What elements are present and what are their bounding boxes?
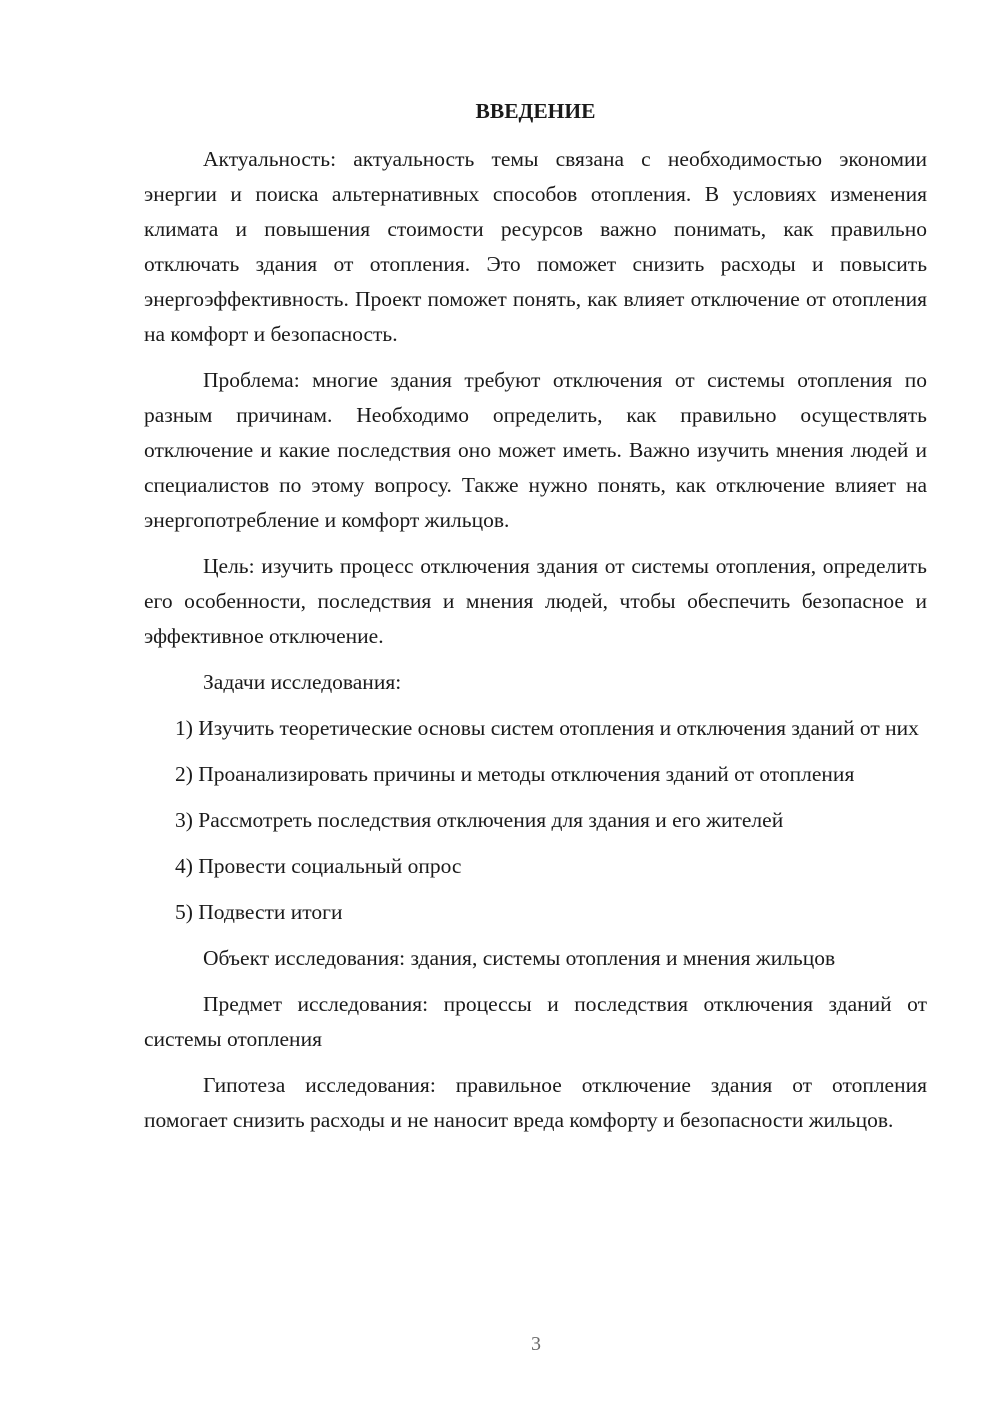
task-item-2: 2) Проанализировать причины и методы отключения зданий от отопления <box>175 762 855 786</box>
task-item-3: 3) Рассмотреть последствия отключения для здания и его жителей <box>175 808 784 832</box>
section-title: ВВЕДЕНИЕ <box>475 99 596 123</box>
page-number: 3 <box>531 1333 541 1355</box>
paragraph-problem: Проблема: многие здания требуют отключения от системы отопления по разным причинам. Необходимо определить, как правильно осуществлять отключение и какие последствия оно может иметь. Важно изучить мнения людей и специалистов по этому вопросу. Также нужно понять, как отключение влияет на энергопотребление и комфорт жильцов. <box>144 368 927 532</box>
task-item-4: 4) Провести социальный опрос <box>175 854 462 878</box>
task-item-1: 1) Изучить теоретические основы систем отопления и отключения зданий от них <box>175 716 919 740</box>
paragraph-relevance: Актуальность: актуальность темы связана с необходимостью экономии энергии и поиска альтернативных способов отопления. В условиях изменения климата и повышения стоимости ресурсов важно понимать, как правильно отключать здания от отопления. Это поможет снизить расходы и повысить энергоэффективность. Проект поможет понять, как влияет отключение от отопления на комфорт и безопасность. <box>144 147 927 346</box>
document-body <box>144 94 927 1149</box>
paragraph-goal: Цель: изучить процесс отключения здания от системы отопления, определить его особенности, последствия и мнения людей, чтобы обеспечить безопасное и эффективное отключение. <box>144 554 927 648</box>
paragraph-object: Объект исследования: здания, системы отопления и мнения жильцов <box>203 946 836 970</box>
paragraph-subject: Предмет исследования: процессы и последствия отключения зданий от системы отопления <box>144 992 927 1051</box>
paragraph-hypothesis: Гипотеза исследования: правильное отключение здания от отопления помогает снизить расходы и не наносит вреда комфорту и безопасности жильцов. <box>144 1073 927 1132</box>
paragraph-tasks-heading: Задачи исследования: <box>203 670 402 694</box>
task-item-5: 5) Подвести итоги <box>175 900 343 924</box>
